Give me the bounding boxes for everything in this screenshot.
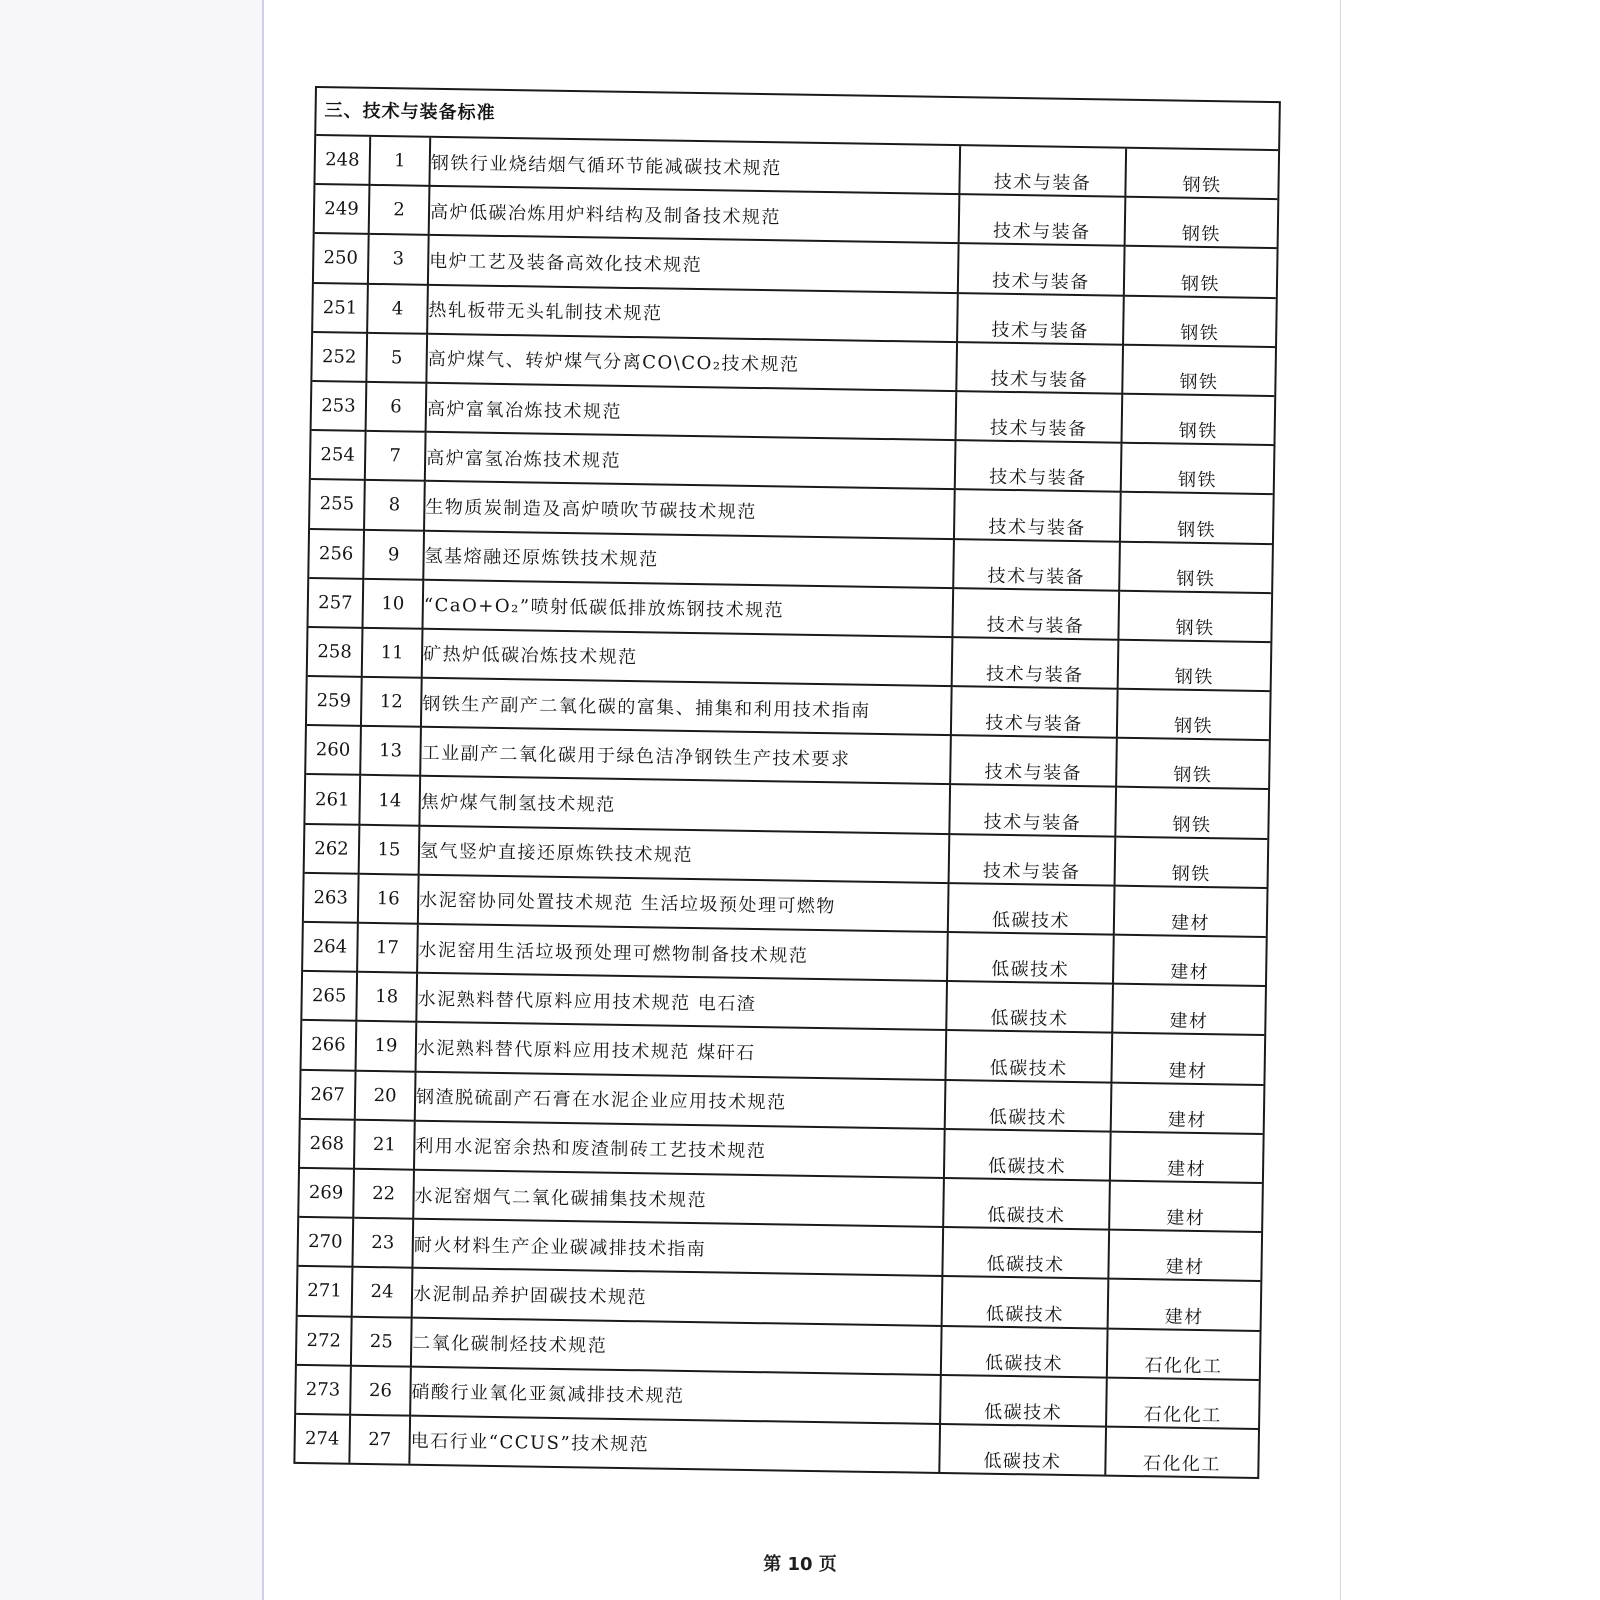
row-number-cell: 254 [311,430,366,480]
sequence-cell: 10 [362,579,423,629]
sequence-cell: 16 [358,874,419,924]
row-number-cell: 270 [298,1217,353,1267]
standard-name-cell: 电石行业“CCUS”技术规范 [409,1416,940,1473]
industry-cell: 钢铁 [1122,344,1275,396]
row-number-cell: 251 [313,283,368,333]
standards-table [295,136,1278,1477]
row-number-cell: 268 [300,1119,355,1169]
paper-right-edge [1340,0,1341,1600]
row-number-cell: 249 [315,184,370,234]
row-number-cell: 256 [309,528,364,578]
standard-name-cell: 水泥熟料替代原料应用技术规范 煤矸石 [416,1022,947,1080]
sequence-cell: 8 [364,480,425,530]
category-cell: 低碳技术 [942,1276,1109,1328]
standard-name-cell: 水泥熟料替代原料应用技术规范 电石渣 [416,973,947,1031]
industry-cell: 钢铁 [1115,836,1268,888]
category-cell: 技术与装备 [959,146,1126,197]
row-number-cell: 260 [306,725,361,775]
standard-name-cell: 钢渣脱硫副产石膏在水泥企业应用技术规范 [415,1071,946,1129]
standard-name-cell: 高炉低碳冶炼用炉料结构及制备技术规范 [429,186,960,244]
category-cell: 技术与装备 [956,391,1123,443]
standard-name-cell: 氢气竖炉直接还原炼铁技术规范 [419,825,950,883]
row-number-cell: 259 [307,676,362,726]
standards-table-body [295,136,1278,1477]
sequence-cell: 13 [360,726,421,776]
category-cell: 技术与装备 [954,489,1121,541]
standard-name-cell: 热轧板带无头轧制技术规范 [427,284,958,342]
category-cell: 低碳技术 [942,1227,1109,1279]
category-cell: 低碳技术 [946,981,1113,1033]
category-cell: 技术与装备 [953,539,1120,591]
row-number-cell: 272 [297,1315,352,1365]
category-cell: 低碳技术 [943,1178,1110,1230]
category-cell: 技术与装备 [955,440,1122,492]
category-cell: 低碳技术 [945,1080,1112,1132]
standard-name-cell: 水泥制品养护固碳技术规范 [412,1268,943,1326]
standard-name-cell: 水泥窑用生活垃圾预处理可燃物制备技术规范 [417,924,948,982]
row-number-cell: 266 [302,1020,357,1070]
category-cell: 技术与装备 [952,588,1119,640]
sequence-cell: 12 [361,677,422,727]
industry-cell: 建材 [1114,885,1267,937]
category-cell: 技术与装备 [950,735,1117,787]
industry-cell: 建材 [1108,1279,1261,1331]
standard-name-cell: 生物质炭制造及高炉喷吹节碳技术规范 [424,481,955,539]
sequence-cell: 19 [356,1021,417,1071]
row-number-cell: 271 [298,1266,353,1316]
category-cell: 技术与装备 [949,834,1116,886]
standard-name-cell: 氢基熔融还原炼铁技术规范 [423,530,954,588]
industry-cell: 建材 [1109,1181,1262,1233]
row-number-cell: 253 [312,381,367,431]
row-number-cell: 252 [312,332,367,382]
category-cell: 技术与装备 [956,342,1123,394]
industry-cell: 钢铁 [1119,541,1272,593]
sequence-cell: 27 [349,1415,410,1464]
industry-cell: 钢铁 [1118,640,1271,692]
category-cell: 低碳技术 [948,883,1115,935]
industry-cell: 建材 [1113,935,1266,987]
industry-cell: 钢铁 [1123,295,1276,347]
sequence-cell: 18 [356,972,417,1022]
row-number-cell: 273 [296,1365,351,1415]
industry-cell: 石化化工 [1107,1328,1260,1380]
standard-name-cell: 利用水泥窑余热和废渣制砖工艺技术规范 [414,1120,945,1178]
category-cell: 低碳技术 [939,1424,1106,1475]
sequence-cell: 14 [359,775,420,825]
sequence-cell: 4 [367,283,428,333]
sequence-cell: 3 [368,234,429,284]
industry-cell: 建材 [1112,984,1265,1036]
standard-name-cell: 水泥窑协同处置技术规范 生活垃圾预处理可燃物 [418,875,949,933]
standard-name-cell: 工业副产二氧化碳用于绿色洁净钢铁生产技术要求 [420,727,951,785]
row-number-cell: 269 [299,1168,354,1218]
category-cell: 低碳技术 [940,1375,1107,1427]
sequence-cell: 15 [359,824,420,874]
standard-name-cell: 高炉富氢冶炼技术规范 [425,432,956,490]
standards-table-frame [293,86,1281,1479]
row-number-cell: 258 [308,627,363,677]
row-number-cell: 257 [309,578,364,628]
sequence-cell: 2 [369,185,430,235]
page-number: 第 10 页 [763,1554,837,1575]
industry-cell: 钢铁 [1124,246,1277,298]
sequence-cell: 22 [353,1169,414,1219]
sequence-cell: 17 [357,923,418,973]
category-cell: 技术与装备 [957,293,1124,345]
industry-cell: 钢铁 [1120,492,1273,544]
sequence-cell: 21 [354,1120,415,1170]
industry-cell: 石化化工 [1142,1453,1222,1476]
category-cell: 低碳技术 [941,1325,1108,1377]
standard-name-cell: 焦炉煤气制氢技术规范 [419,776,950,834]
standard-name-cell: 高炉煤气、转炉煤气分离CO\CO₂技术规范 [426,334,957,392]
standard-name-cell: 高炉富氧冶炼技术规范 [426,383,957,441]
industry-cell: 钢铁 [1117,689,1270,741]
industry-cell: 建材 [1110,1131,1263,1183]
row-number-cell: 262 [305,824,360,874]
sequence-cell: 23 [352,1218,413,1268]
category-cell: 技术与装备 [949,784,1116,836]
standard-name-cell: 电炉工艺及装备高效化技术规范 [428,235,959,293]
row-number-cell: 267 [301,1069,356,1119]
standard-name-cell: 硝酸行业氧化亚氮减排技术规范 [410,1366,941,1424]
sequence-cell: 7 [365,431,426,481]
industry-cell: 建材 [1108,1230,1261,1282]
row-number-cell: 261 [305,774,360,824]
industry-cell: 钢铁 [1121,443,1274,495]
category-cell: 技术与装备 [951,686,1118,738]
section-title: 三、技术与装备标准 [316,88,1279,151]
row-number-cell: 255 [310,479,365,529]
category-cell: 技术与装备 [958,244,1125,296]
industry-cell: 钢铁 [1121,394,1274,446]
standard-name-cell: 钢铁行业烧结烟气循环节能减碳技术规范 [429,138,960,195]
standard-name-cell: 钢铁生产副产二氧化碳的富集、捕集和利用技术指南 [421,678,952,736]
sequence-cell: 25 [351,1316,412,1366]
category-cell: 低碳技术 [947,932,1114,984]
sequence-cell: 20 [355,1070,416,1120]
sequence-cell: 24 [352,1267,413,1317]
sequence-cell: 5 [366,333,427,383]
standard-name-cell: “CaO+O₂”喷射低碳低排放炼钢技术规范 [422,579,953,637]
category-cell: 低碳技术 [945,1030,1112,1082]
industry-cell: 钢铁 [1125,197,1278,249]
industry-cell: 钢铁 [1125,149,1278,200]
category-cell: 技术与装备 [952,637,1119,689]
industry-cell: 石化化工 [1106,1377,1259,1429]
row-number-cell: 248 [315,136,370,185]
standard-name-cell: 耐火材料生产企业碳减排技术指南 [412,1219,943,1277]
sequence-cell: 11 [362,628,423,678]
industry-cell: 建材 [1111,1082,1264,1134]
row-number-cell: 263 [304,873,359,923]
sequence-cell: 9 [363,529,424,579]
row-number-cell: 265 [302,971,357,1021]
category-cell: 低碳技术 [944,1129,1111,1181]
sequence-cell: 26 [350,1365,411,1415]
standard-name-cell: 二氧化碳制烃技术规范 [411,1317,942,1375]
industry-cell: 钢铁 [1116,738,1269,790]
row-number-cell: 274 [295,1414,350,1463]
category-cell: 技术与装备 [959,194,1126,246]
sequence-cell: 1 [369,137,430,186]
standard-name-cell: 水泥窑烟气二氧化碳捕集技术规范 [413,1170,944,1228]
scan-left-margin [0,0,262,1600]
industry-cell: 钢铁 [1118,590,1271,642]
sequence-cell: 6 [366,382,427,432]
industry-cell: 钢铁 [1115,787,1268,839]
standard-name-cell: 矿热炉低碳冶炼技术规范 [422,629,953,687]
industry-cell: 建材 [1111,1033,1264,1085]
row-number-cell: 264 [303,922,358,972]
row-number-cell: 250 [314,233,369,283]
